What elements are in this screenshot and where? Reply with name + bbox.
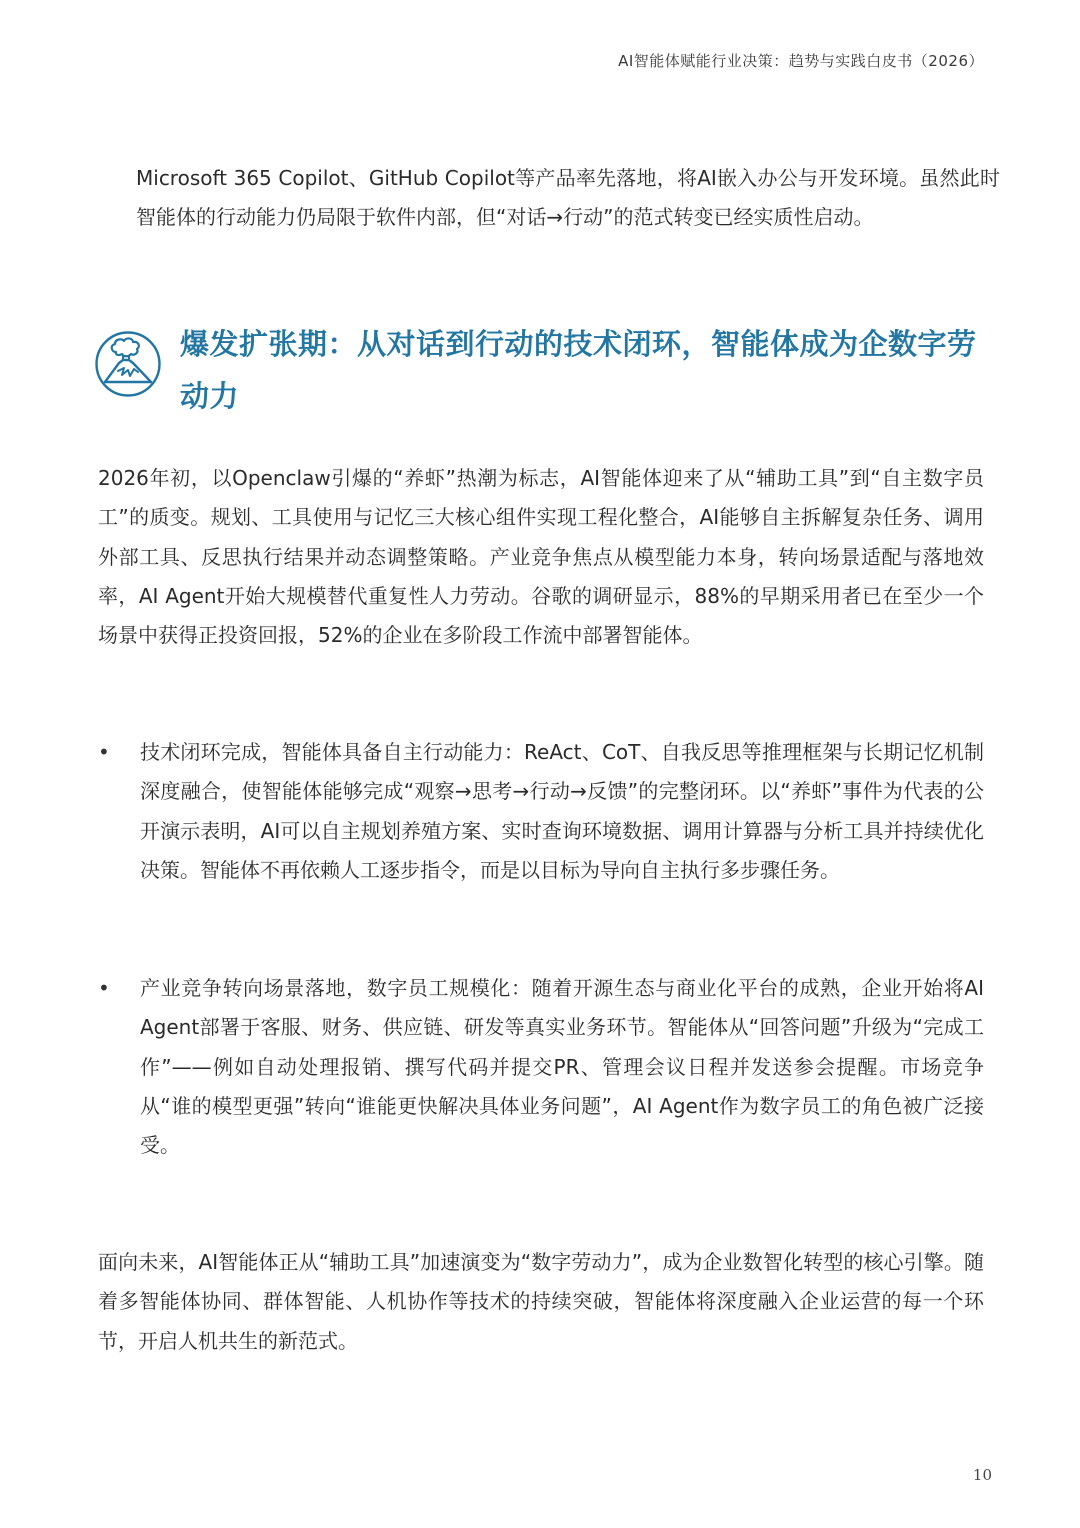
bullet-text: 技术闭环完成，智能体具备自主行动能力：ReAct、CoT、自我反思等推理框架与长期记忆机制深度融合，使智能体能够完成“观察→思考→行动→反馈”的完整闭环。以“养虾”事件为代表的公开演示表明，AI可以自主规划养殖方案、实时查询环境数据、调用计算器与分析工具并持续优化决策。智能体不再依赖人工逐步指令，而是以目标为导向自主执行多步骤任务。 bbox=[140, 740, 984, 882]
bullet-text: 产业竞争转向场景落地，数字员工规模化：随着开源生态与商业化平台的成熟，企业开始将AI Agent部署于客服、财务、供应链、研发等真实业务环节。智能体从“回答问题”升级为“完成工作”——例如自动处理报销、撰写代码并提交PR、管理会议日程并发送参会提醒。市场竞争从“谁的模型更强”转向“谁能更快解决具体业务问题”，AI Agent作为数字员工的角色被广泛接受。 bbox=[140, 976, 984, 1158]
section-body-paragraph: 2026年初，以Openclaw引爆的“养虾”热潮为标志，AI智能体迎来了从“辅助工具”到“自主数字员工”的质变。规划、工具使用与记忆三大核心组件实现工程化整合，AI能够自主拆解复杂任务、调用外部工具、反思执行结果并动态调整策略。产业竞争焦点从模型能力本身，转向场景适配与落地效率，AI Agent开始大规模替代重复性人力劳动。谷歌的调研显示，88%的早期采用者已在至少一个场景中获得正投资回报，52%的企业在多阶段工作流中部署智能体。 bbox=[98, 466, 984, 648]
intro-paragraph: Microsoft 365 Copilot、GitHub Copilot等产品率先落地，将AI嵌入办公与开发环境。虽然此时智能体的行动能力仍局限于软件内部，但“对话→行动”的范式转变已经实质性启动。 bbox=[136, 166, 1000, 230]
bullet-marker: • bbox=[98, 976, 110, 1000]
section-heading: 爆发扩张期：从对话到行动的技术闭环，智能体成为企数字劳动力 bbox=[180, 327, 977, 413]
bullet-marker: • bbox=[98, 740, 110, 764]
running-header: AI智能体赋能行业决策：趋势与实践白皮书（2026） bbox=[618, 52, 984, 70]
page-number: 10 bbox=[972, 1466, 992, 1484]
closing-paragraph: 面向未来，AI智能体正从“辅助工具”加速演变为“数字劳动力”，成为企业数智化转型的核心引擎。随着多智能体协同、群体智能、人机协作等技术的持续突破，智能体将深度融入企业运营的每一个环节，开启人机共生的新范式。 bbox=[98, 1250, 984, 1353]
volcano-eruption-icon bbox=[94, 330, 162, 398]
